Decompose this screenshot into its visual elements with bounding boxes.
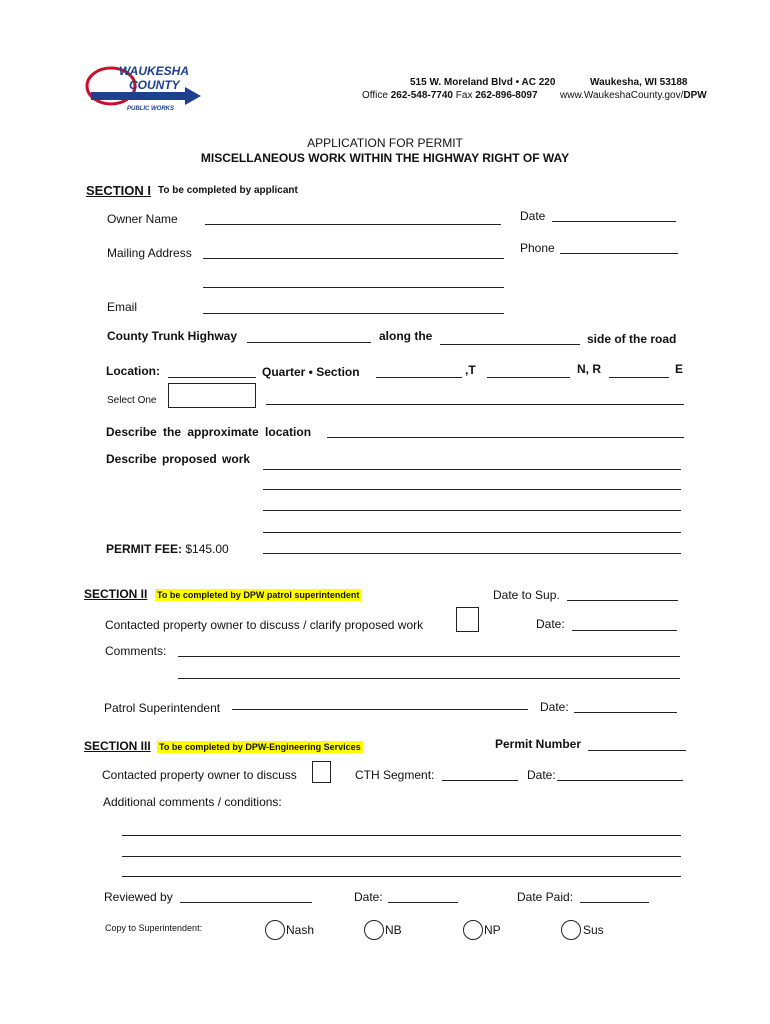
- select-one-label: Select One: [107, 395, 157, 406]
- email-field[interactable]: [203, 313, 504, 314]
- describe-location-label: Describe the approximate location: [106, 425, 312, 439]
- section1-subtitle: To be completed by applicant: [158, 185, 298, 196]
- cth-segment-field[interactable]: [442, 780, 518, 781]
- radio-nb-label: NB: [385, 923, 402, 937]
- logo-text-1: WAUKESHA: [119, 64, 190, 78]
- section3-heading: SECTION III: [84, 739, 151, 753]
- section2-heading: SECTION II: [84, 587, 148, 601]
- owner-name-label: Owner Name: [107, 212, 178, 226]
- contacted-owner-checkbox[interactable]: [456, 607, 479, 632]
- additional-comments-label: Additional comments / conditions:: [103, 795, 282, 809]
- section-field[interactable]: [376, 377, 462, 378]
- reviewed-by-field[interactable]: [180, 902, 312, 903]
- location-label: Location:: [106, 364, 160, 378]
- section2-date2-field[interactable]: [574, 712, 677, 713]
- section3-subtitle: To be completed by DPW-Engineering Services: [159, 742, 361, 752]
- along-the-label: along the: [379, 329, 433, 343]
- radio-nash[interactable]: [265, 920, 285, 940]
- header-city: Waukesha, WI 53188: [590, 77, 688, 88]
- additional-comments-field-3[interactable]: [122, 876, 681, 877]
- radio-sus[interactable]: [561, 920, 581, 940]
- date-to-sup-label: Date to Sup.: [493, 588, 560, 602]
- east-label: E: [675, 362, 684, 376]
- comments-field-2[interactable]: [178, 678, 680, 679]
- range-field[interactable]: [609, 377, 669, 378]
- radio-sus-label: Sus: [583, 923, 604, 937]
- radio-nb[interactable]: [364, 920, 384, 940]
- cth-segment-label: CTH Segment:: [355, 768, 435, 782]
- date-field[interactable]: [552, 221, 676, 222]
- permit-fee: PERMIT FEE: $145.00: [106, 542, 229, 556]
- county-trunk-field[interactable]: [247, 342, 371, 343]
- patrol-superintendent-field[interactable]: [232, 709, 528, 710]
- email-label: Email: [107, 300, 138, 314]
- side-of-road-label: side of the road: [587, 332, 677, 346]
- select-one-field[interactable]: [266, 404, 684, 405]
- phone-field[interactable]: [560, 253, 678, 254]
- waukesha-county-logo: [85, 62, 205, 114]
- permit-number-label: Permit Number: [495, 737, 582, 751]
- section1-heading: SECTION I: [86, 183, 152, 198]
- page-subtitle: MISCELLANEOUS WORK WITHIN THE HIGHWAY RIGHT OF WAY: [200, 151, 570, 165]
- permit-number-field[interactable]: [588, 750, 686, 751]
- section2-subtitle: To be completed by DPW patrol superintendent: [157, 590, 360, 600]
- radio-np-label: NP: [484, 923, 501, 937]
- section3-date2-field[interactable]: [388, 902, 458, 903]
- describe-work-field-3[interactable]: [263, 510, 681, 511]
- describe-work-field-1[interactable]: [263, 469, 681, 470]
- section2-date-label: Date:: [536, 617, 565, 631]
- select-one-dropdown[interactable]: [168, 383, 256, 408]
- radio-nash-label: Nash: [286, 923, 315, 937]
- township-label: ,T: [465, 363, 476, 377]
- phone-label: Phone: [520, 241, 555, 255]
- section3-contacted-checkbox[interactable]: [312, 761, 331, 783]
- logo-text-3: PUBLIC WORKS: [127, 106, 174, 112]
- radio-np[interactable]: [463, 920, 483, 940]
- county-trunk-label: County Trunk Highway: [107, 329, 238, 343]
- header-website[interactable]: www.WaukeshaCounty.gov/DPW: [560, 90, 707, 101]
- comments-label: Comments:: [105, 644, 167, 658]
- header-phone-line: Office 262-548-7740 Fax 262-896-8097: [362, 90, 538, 101]
- range-label: N, R: [577, 362, 601, 376]
- mailing-address-field-2[interactable]: [203, 287, 504, 288]
- patrol-superintendent-label: Patrol Superintendent: [104, 701, 221, 715]
- copy-to-superintendent-label: Copy to Superintendent:: [105, 923, 203, 933]
- date-label: Date: [520, 209, 546, 223]
- section3-date2-label: Date:: [354, 890, 383, 904]
- section2-date2-label: Date:: [540, 700, 569, 714]
- section2-date-field[interactable]: [572, 630, 677, 631]
- township-field[interactable]: [487, 377, 570, 378]
- describe-location-field[interactable]: [327, 437, 684, 438]
- owner-name-field[interactable]: [205, 224, 501, 225]
- section3-date-field[interactable]: [557, 780, 683, 781]
- describe-work-label: Describe proposed work: [106, 452, 251, 466]
- mailing-address-field[interactable]: [203, 258, 504, 259]
- mailing-address-label: Mailing Address: [107, 246, 192, 260]
- date-paid-field[interactable]: [580, 902, 649, 903]
- contacted-owner-label: Contacted property owner to discuss / clarify proposed work: [105, 618, 424, 632]
- section3-date-label: Date:: [527, 768, 556, 782]
- date-paid-label: Date Paid:: [517, 890, 574, 904]
- location-field[interactable]: [168, 377, 256, 378]
- additional-comments-field-2[interactable]: [122, 856, 681, 857]
- quarter-section-label: Quarter • Section: [262, 365, 360, 379]
- date-to-sup-field[interactable]: [567, 600, 678, 601]
- along-the-field[interactable]: [440, 344, 580, 345]
- permit-fee-field[interactable]: [263, 553, 681, 554]
- additional-comments-field-1[interactable]: [122, 835, 681, 836]
- header-address: 515 W. Moreland Blvd • AC 220: [410, 77, 556, 88]
- section3-contacted-label: Contacted property owner to discuss: [102, 768, 297, 782]
- reviewed-by-label: Reviewed by: [104, 890, 173, 904]
- logo-text-2: COUNTY: [129, 78, 180, 92]
- page-title: APPLICATION FOR PERMIT: [307, 136, 463, 150]
- comments-field-1[interactable]: [178, 656, 680, 657]
- describe-work-field-4[interactable]: [263, 532, 681, 533]
- describe-work-field-2[interactable]: [263, 489, 681, 490]
